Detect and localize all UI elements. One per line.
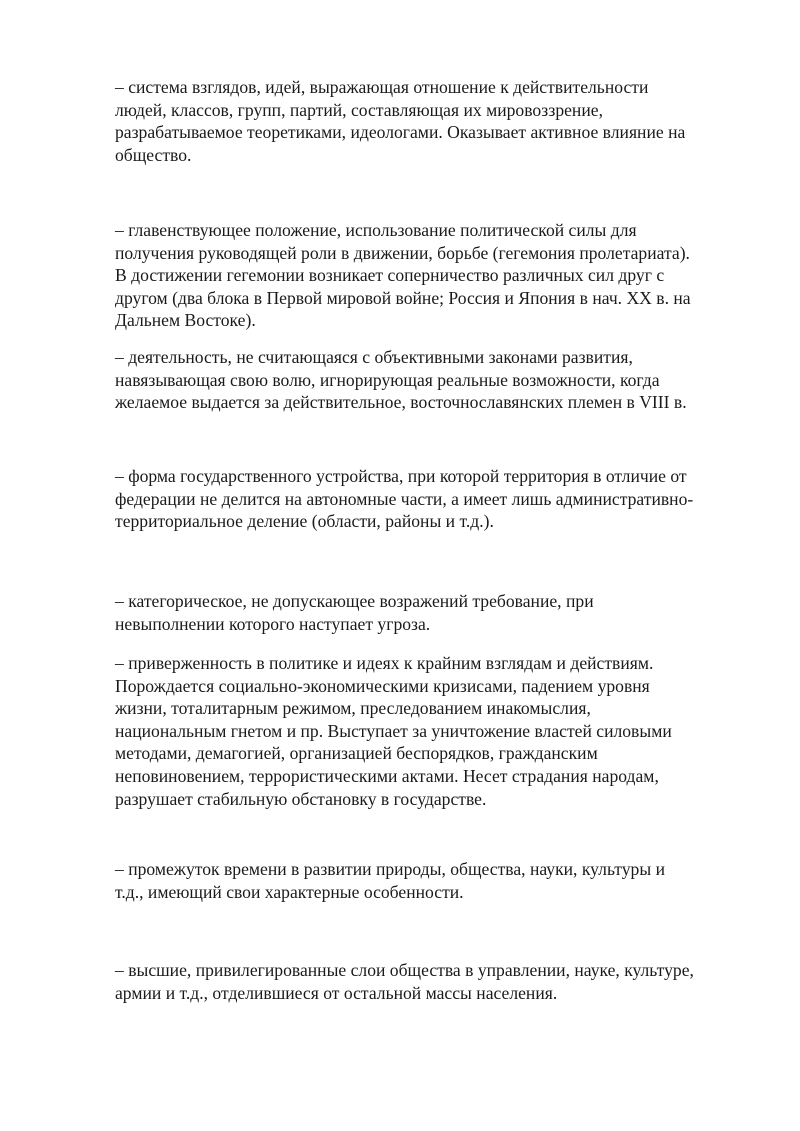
text-line: т.д., имеющий свои характерные особенности. <box>115 881 464 902</box>
definition-extremism <box>115 652 755 810</box>
definition-unitary-state <box>115 465 755 533</box>
text-line: территориальное деление (области, районы и т.д.). <box>115 511 494 532</box>
definition-epoch <box>115 858 755 903</box>
text-line: Порождается социально-экономическими кризисами, падением уровня <box>115 675 650 696</box>
text-line: – деятельность, не считающаяся с объективными законами развития, <box>115 347 633 367</box>
text-line: жизни, тоталитарным режимом, преследованием инакомыслия, <box>115 698 591 719</box>
definition-hegemony <box>115 219 755 332</box>
text-line: – категорическое, не допускающее возражений требование, при <box>115 591 594 611</box>
definition-elite <box>115 959 755 1004</box>
text-line: общество. <box>115 144 192 165</box>
text-line: невыполнении которого наступает угроза. <box>115 613 431 634</box>
text-line: разрушает стабильную обстановку в государстве. <box>115 788 487 809</box>
text-line: методами, демагогией, организацией беспорядков, гражданским <box>115 743 598 764</box>
text-line: – приверженность в политике и идеях к крайним взглядам и действиям. <box>115 653 654 673</box>
text-line: – промежуток времени в развитии природы, общества, науки, культуры и <box>115 859 665 879</box>
text-line: – главенствующее положение, использование политической силы для <box>115 220 637 240</box>
text-line: разрабатываемое теоретиками, идеологами. Оказывает активное влияние на <box>115 122 686 143</box>
text-line: другом (два блока в Первой мировой войне; Россия и Япония в нач. XX в. на <box>115 287 691 308</box>
definition-ideology <box>115 76 755 166</box>
text-line: – система взглядов, идей, выражающая отношение к действительности <box>115 77 649 97</box>
definition-voluntarism <box>115 346 755 414</box>
text-line: неповиновением, террористическими актами. Несет страдания народам, <box>115 765 659 786</box>
text-line: людей, классов, групп, партий, составляющая их мировоззрение, <box>115 99 603 120</box>
text-line: В достижении гегемонии возникает соперничество различных сил друг с <box>115 265 665 286</box>
text-line: желаемое выдается за действительное, восточнославянских племен в VIII в. <box>115 392 687 413</box>
text-line: национальным гнетом и пр. Выступает за уничтожение властей силовыми <box>115 720 672 741</box>
text-line: навязывающая свою волю, игнорирующая реальные возможности, когда <box>115 369 660 390</box>
text-line: Дальнем Востоке). <box>115 310 256 331</box>
text-line: армии и т.д., отделившиеся от остальной массы населения. <box>115 982 558 1003</box>
definition-ultimatum <box>115 590 755 635</box>
text-line: – форма государственного устройства, при которой территория в отличие от <box>115 466 687 486</box>
text-line: федерации не делится на автономные части, а имеет лишь административно- <box>115 488 694 509</box>
text-line: получения руководящей роли в движении, борьбе (гегемония пролетариата). <box>115 242 690 263</box>
text-line: – высшие, привилегированные слои общества в управлении, науке, культуре, <box>115 960 694 980</box>
